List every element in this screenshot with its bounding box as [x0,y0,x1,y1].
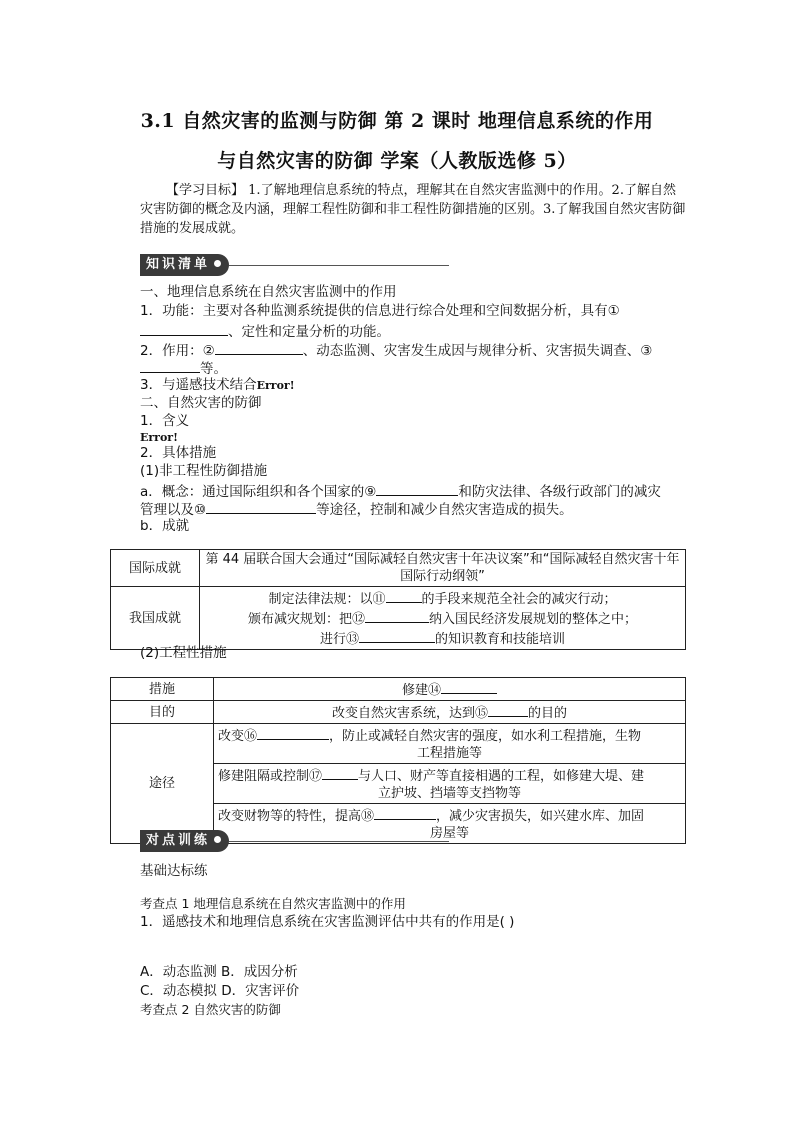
blank-11 [386,588,422,603]
blank-15 [488,702,528,717]
eng-heading: (2)工程性措施 [140,645,227,661]
table-row [111,550,686,587]
point-2: 考查点 2 自然灾害的防御 [140,1002,281,1017]
banner-tag [140,830,229,852]
label-measure: 措施 [111,678,214,701]
objectives-text: 1.了解地理信息系统的特点，理解其在自然灾害监测中的作用。2.了解自然灾害防御的概念及内涵，理解工程性防御和非工程性防御措施的区别。3.了解我国自然灾害防御措施的发展成就。 [140,183,686,236]
row-label-china: 我国成就 [111,587,200,650]
table-row [111,724,686,764]
point-1: 考查点 1 地理信息系统在自然灾害监测中的作用 [140,896,406,911]
engineering-table [110,677,686,844]
achievements-table [110,549,686,650]
table-row [111,587,686,650]
concept-b: 和防灾法律、各级行政部门的减灾 [458,484,661,500]
row-label-intl: 国际成就 [111,550,200,587]
title-line-2: 与自然灾害的防御 学案（人教版选修 5） [217,150,577,172]
error-text-1: Error! [256,379,295,392]
blank-14 [441,679,497,694]
china-line-2: 颁布减灾规划：把⑫ 纳入国民经济发展规划的整体之中； [204,608,681,628]
blank-2 [215,340,303,355]
basic-practice: 基础达标练 [140,863,208,879]
sec1-heading: 一、地理信息系统在自然灾害监测中的作用 [140,284,397,300]
objectives-label: 【学习目标】 [166,183,245,198]
banner-label: 知识清单 [146,257,211,272]
blank-10 [206,499,316,514]
banner-divider [229,265,449,266]
label-purpose: 目的 [111,701,214,724]
title-line-1: 3.1 自然灾害的监测与防御 第 2 课时 地理信息系统的作用 [140,110,654,132]
learning-objectives [140,181,688,238]
options-ab: A．动态监测 B．成因分析 [140,964,298,980]
china-line-3: 进行⑬ 的知识教育和技能培训 [204,628,681,648]
blank-12 [365,608,429,623]
dot-icon [214,260,221,267]
blank-9 [376,481,458,496]
blank-17 [322,765,358,780]
sec1-function-cont [140,321,685,342]
banner-divider [229,841,449,842]
sec1-combine [140,376,685,395]
sec2-heading: 二、自然灾害的防御 [140,395,262,411]
concept-a: a．概念：通过国际组织和各个国家的⑨ [140,484,377,500]
sec2-achieve: b．成就 [140,518,190,534]
purpose-cell: 改变自然灾害系统，达到⑮ 的目的 [214,701,686,724]
banner-label: 对点训练 [146,833,211,848]
row-text-china [200,587,686,650]
combine-text: 3．与遥感技术结合 [140,377,257,393]
label-approach: 途径 [111,724,214,844]
measure-cell: 修建⑭ [214,678,686,701]
blank-13 [359,628,435,643]
sec2-measures: 2．具体措施 [140,445,217,461]
knowledge-list-banner [140,254,449,276]
concept-d: 等途径，控制和减少自然灾害造成的损失。 [316,502,573,518]
func-text-a: 1．功能：主要对各种监测系统提供的信息进行综合处理和空间数据分析，具有① [140,303,620,319]
question-1: 1．遥感技术和地理信息系统在灾害监测评估中共有的作用是( ) [140,914,515,930]
practice-banner [140,830,449,852]
sec2-non-eng: (1)非工程性防御措施 [140,463,268,479]
blank-3 [140,358,200,373]
approach-cell-3: 改变财物等的特性，提高⑱ ，减少灾害损失，如兴建水库、加固 房屋等 [214,804,686,844]
banner-tag [140,254,229,276]
concept-c: 管理以及⑩ [140,502,207,518]
table-row [111,701,686,724]
options-cd: C．动态模拟 D．灾害评价 [140,983,300,999]
china-line-1: 制定法律法规：以⑪ 的手段来规范全社会的减灾行动； [204,588,681,608]
blank-16 [257,725,329,740]
blank-1 [140,321,228,336]
dot-icon [214,836,221,843]
error-text-2: Error! [140,431,178,444]
use-text-c: 等。 [200,361,227,377]
sec2-meaning: 1．含义 [140,413,190,429]
use-text-b: 、动态监测、灾害发生成因与规律分析、灾害损失调查、③ [302,343,653,359]
table-row [111,678,686,701]
blank-18 [374,805,436,820]
approach-cell-1: 改变⑯ ，防止或减轻自然灾害的强度，如水利工程措施，生物 工程措施等 [214,724,686,764]
use-text-a: 2．作用：② [140,343,215,359]
sec1-function [140,302,685,321]
approach-cell-2: 修建阻隔或控制⑰ 与人口、财产等直接相遇的工程，如修建大堤、建 立护坡、挡墙等支挡物等 [214,764,686,804]
func-text-b: 、定性和定量分析的功能。 [228,324,390,340]
row-text-intl: 第 44 届联合国大会通过“国际减轻自然灾害十年决议案”和“国际减轻自然灾害十年国际行动纲领” [200,550,686,587]
